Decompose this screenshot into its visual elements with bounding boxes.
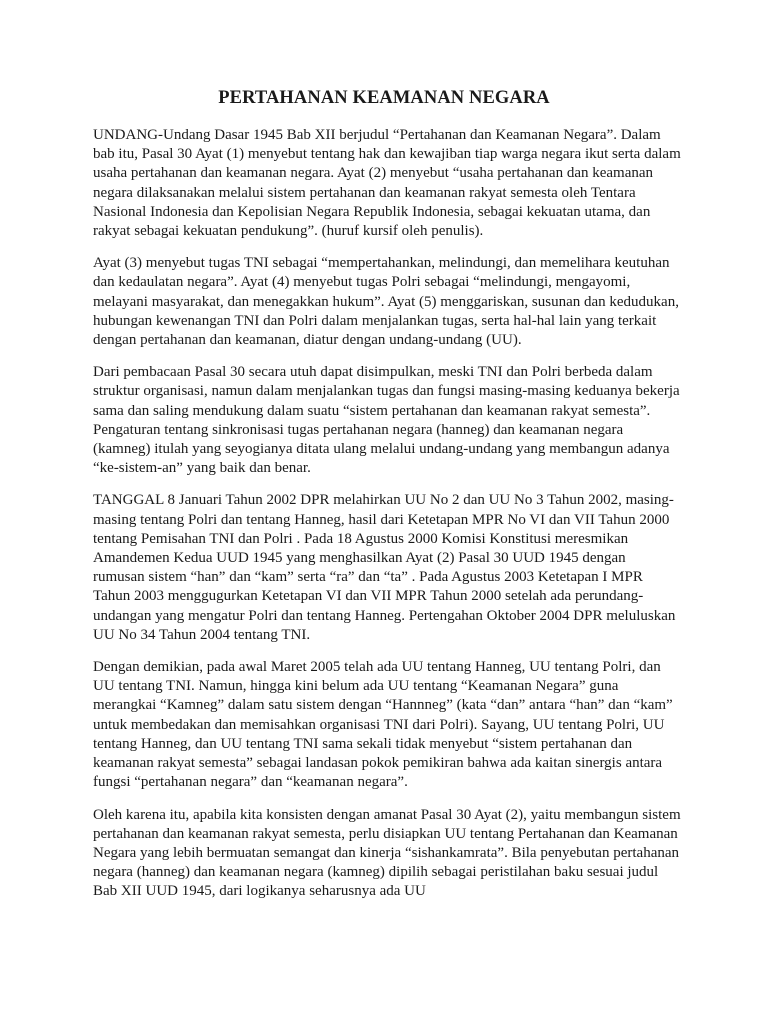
paragraph-5: Dengan demikian, pada awal Maret 2005 telah ada UU tentang Hanneg, UU tentang Polri, dan UU tentang TNI. Namun, hingga kini belum ada UU tentang “Keamanan Negara” guna merangkai “Kamneg” dalam satu sistem dengan “Hannneg” (kata “dan” antara “han” dan “kam” untuk membedakan dan memisahkan organisasi TNI dari Polri). Sayang, UU tentang Polri, UU tentang Hanneg, dan UU tentang TNI sama sekali tidak menyebut “sistem pertahanan dan keamanan rakyat semesta” sebagai landasan pokok pemikiran bahwa ada kaitan sinergis antara fungsi “pertahanan negara” dan “keamanan negara”. (93, 659, 673, 791)
document-body (93, 126, 681, 915)
paragraph-3: Dari pembacaan Pasal 30 secara utuh dapat disimpulkan, meski TNI dan Polri berbeda dalam struktur organisasi, namun dalam menjalankan tugas dan fungsi masing-masing keduanya bekerja sama dan saling mendukung dalam suatu “sistem pertahanan dan keamanan rakyat semesta”. Pengaturan tentang sinkronisasi tugas pertahanan negara (hanneg) dan keamanan negara (kamneg) itulah yang seyogianya ditata ulang melalui undang-undang yang membangun adanya “ke-sistem-an” yang baik dan benar. (93, 364, 680, 477)
paragraph-1: UNDANG-Undang Dasar 1945 Bab XII berjudul “Pertahanan dan Keamanan Negara”. Dalam bab itu, Pasal 30 Ayat (1) menyebut tentang hak dan kewajiban tiap warga negara ikut serta dalam usaha pertahanan dan keamanan negara. Ayat (2) menyebut “usaha pertahanan dan keamanan negara dilaksanakan melalui sistem pertahanan dan keamanan rakyat semesta oleh Tentara Nasional Indonesia dan Kepolisian Negara Republik Indonesia, sebagai kekuatan utama, dan rakyat sebagai kekuatan pendukung”. (huruf kursif oleh penulis). (93, 127, 681, 240)
paragraph-4: TANGGAL 8 Januari Tahun 2002 DPR melahirkan UU No 2 dan UU No 3 Tahun 2002, masing-masing tentang Polri dan tentang Hanneg, hasil dari Ketetapan MPR No VI dan VII Tahun 2000 tentang Pemisahan TNI dan Polri . Pada 18 Agustus 2000 Komisi Konstitusi meresmikan Amandemen Kedua UUD 1945 yang menghasilkan Ayat (2) Pasal 30 UUD 1945 dengan rumusan sistem “han” dan “kam” serta “ra” dan “ta” . Pada Agustus 2003 Ketetapan I MPR Tahun 2003 menggugurkan Ketetapan VI dan VII MPR Tahun 2000 setelah ada perundang-undangan yang mengatur Polri dan tentang Hanneg. Pertengahan Oktober 2004 DPR meluluskan UU No 34 Tahun 2004 tentang TNI. (93, 492, 676, 643)
document-title: PERTAHANAN KEAMANAN NEGARA (218, 88, 550, 108)
paragraph-6: Oleh karena itu, apabila kita konsisten dengan amanat Pasal 30 Ayat (2), yaitu membangun sistem pertahanan dan keamanan rakyat semesta, perlu disiapkan UU tentang Pertahanan dan Keamanan Negara yang lebih bermuatan semangat dan kinerja “sishankamrata”. Bila penyebutan pertahanan negara (hanneg) dan keamanan negara (kamneg) dipilih sebagai peristilahan baku sesuai judul Bab XII UUD 1945, dari logikanya seharusnya ada UU (93, 806, 681, 900)
paragraph-2: Ayat (3) menyebut tugas TNI sebagai “mempertahankan, melindungi, dan memelihara keutuhan dan kedaulatan negara”. Ayat (4) menyebut tugas Polri sebagai “melindungi, mengayomi, melayani masyarakat, dan menegakkan hukum”. Ayat (5) menggariskan, susunan dan kedudukan, hubungan kewenangan TNI dan Polri dalam menjalankan tugas, serta hal-hal lain yang terkait dengan pertahanan dan keamanan, diatur dengan undang-undang (UU). (93, 255, 679, 349)
